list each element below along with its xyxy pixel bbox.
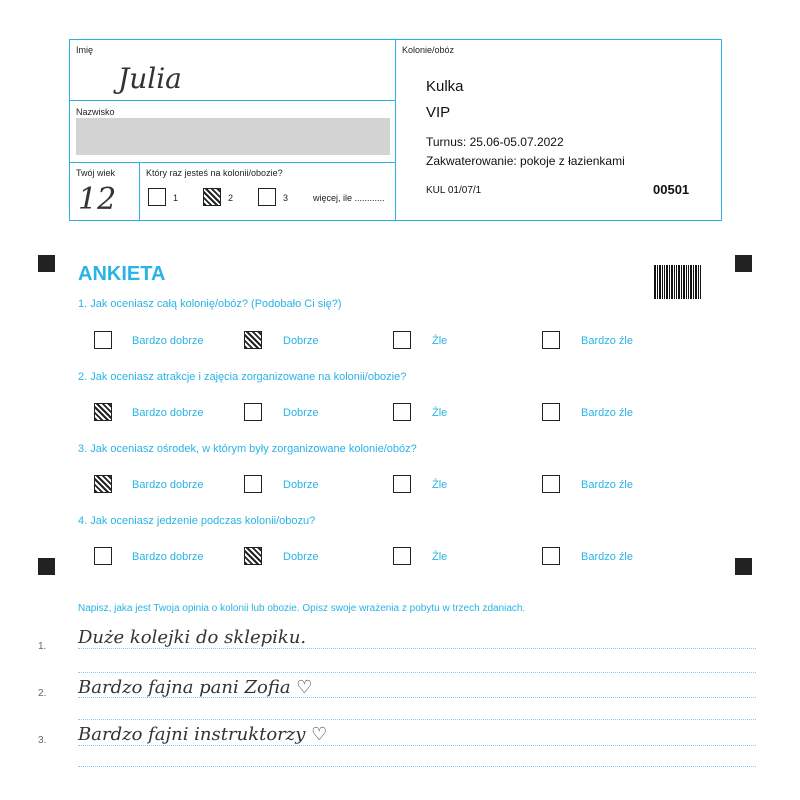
surname-label: Nazwisko [76,107,115,117]
times-checkbox-3[interactable] [258,188,276,206]
times-option-1: 1 [173,193,179,203]
q1-checkbox-zle[interactable] [393,331,411,349]
name-value: Julia [118,62,182,95]
q3-checkbox-bardzo-dobrze[interactable] [94,475,112,493]
q3-option-dobrze: Dobrze [283,479,319,491]
q4-option-bardzo-dobrze: Bardzo dobrze [132,551,204,563]
header-divider [395,39,396,221]
q3-checkbox-zle[interactable] [393,475,411,493]
registration-marker-top-right [735,255,752,272]
q4-option-dobrze: Dobrze [283,551,319,563]
times-more-label: więcej, ile ............ [313,193,385,203]
answer-2-number: 2. [38,688,47,699]
answer-2-line-a [78,697,756,698]
age-value: 12 [78,182,117,217]
q1-option-bardzo-dobrze: Bardzo dobrze [132,335,204,347]
question-1-text: 1. Jak oceniasz całą kolonię/obóz? (Podobało Ci się?) [78,298,342,310]
age-divider [139,162,140,221]
q1-option-dobrze: Dobrze [283,335,319,347]
q1-checkbox-dobrze[interactable] [244,331,262,349]
surname-redaction [76,118,390,155]
question-4-text: 4. Jak oceniasz jedzenie podczas kolonii/obozu? [78,515,316,527]
opinion-prompt: Napisz, jaka jest Twoja opinia o kolonii lub obozie. Opisz swoje wrażenia z pobytu w trzech zdaniach. [78,603,526,614]
answer-2-text[interactable]: Bardzo fajna pani Zofia ♡ [78,677,313,698]
answer-3-line-b [78,766,756,767]
answer-3-text[interactable]: Bardzo fajni instruktorzy ♡ [78,724,328,745]
q1-option-bardzo-zle: Bardzo źle [581,335,633,347]
q2-option-bardzo-zle: Bardzo źle [581,407,633,419]
answer-1-line-a [78,648,756,649]
camp-code: KUL 01/07/1 [426,185,482,196]
q1-checkbox-bardzo-zle[interactable] [542,331,560,349]
q3-checkbox-dobrze[interactable] [244,475,262,493]
q4-option-zle: Źle [432,551,448,563]
q1-checkbox-bardzo-dobrze[interactable] [94,331,112,349]
question-3-text: 3. Jak oceniasz ośrodek, w którym były zorganizowane kolonie/obóz? [78,443,417,455]
q4-checkbox-bardzo-zle[interactable] [542,547,560,565]
q1-option-zle: Źle [432,335,448,347]
survey-title: ANKIETA [78,263,166,285]
q4-checkbox-dobrze[interactable] [244,547,262,565]
q4-checkbox-bardzo-dobrze[interactable] [94,547,112,565]
times-option-2: 2 [228,193,234,203]
registration-marker-bottom-left [38,558,55,575]
answer-3-line-a [78,745,756,746]
registration-marker-bottom-right [735,558,752,575]
answer-2-line-b [78,719,756,720]
answer-1-text[interactable]: Duże kolejki do sklepiku. [78,627,307,648]
q2-checkbox-dobrze[interactable] [244,403,262,421]
registration-marker-top-left [38,255,55,272]
q3-checkbox-bardzo-zle[interactable] [542,475,560,493]
barcode [654,265,706,299]
times-label: Który raz jesteś na kolonii/obozie? [146,168,283,178]
q2-option-zle: Źle [432,407,448,419]
age-label: Twój wiek [76,168,116,178]
camp-name: Kulka [426,78,464,95]
turnus: Turnus: 25.06-05.07.2022 [426,135,564,149]
question-2-text: 2. Jak oceniasz atrakcje i zajęcia zorganizowane na kolonii/obozie? [78,371,407,383]
answer-1-line-b [78,672,756,673]
accommodation: Zakwaterowanie: pokoje z łazienkami [426,154,625,168]
q2-option-bardzo-dobrze: Bardzo dobrze [132,407,204,419]
q3-option-bardzo-zle: Bardzo źle [581,479,633,491]
q2-checkbox-bardzo-zle[interactable] [542,403,560,421]
q2-option-dobrze: Dobrze [283,407,319,419]
surname-divider [69,162,396,163]
name-divider [69,100,396,101]
camp-number: 00501 [653,182,690,197]
answer-3-number: 3. [38,735,47,746]
q3-option-bardzo-dobrze: Bardzo dobrze [132,479,204,491]
q2-checkbox-bardzo-dobrze[interactable] [94,403,112,421]
q4-checkbox-zle[interactable] [393,547,411,565]
answer-1-number: 1. [38,641,47,652]
times-checkbox-2[interactable] [203,188,221,206]
q4-option-bardzo-zle: Bardzo źle [581,551,633,563]
camp-type: VIP [426,104,451,121]
q3-option-zle: Źle [432,479,448,491]
times-checkbox-1[interactable] [148,188,166,206]
camp-label: Kolonie/obóz [402,45,455,55]
times-option-3: 3 [283,193,289,203]
name-label: Imię [76,45,94,55]
q2-checkbox-zle[interactable] [393,403,411,421]
